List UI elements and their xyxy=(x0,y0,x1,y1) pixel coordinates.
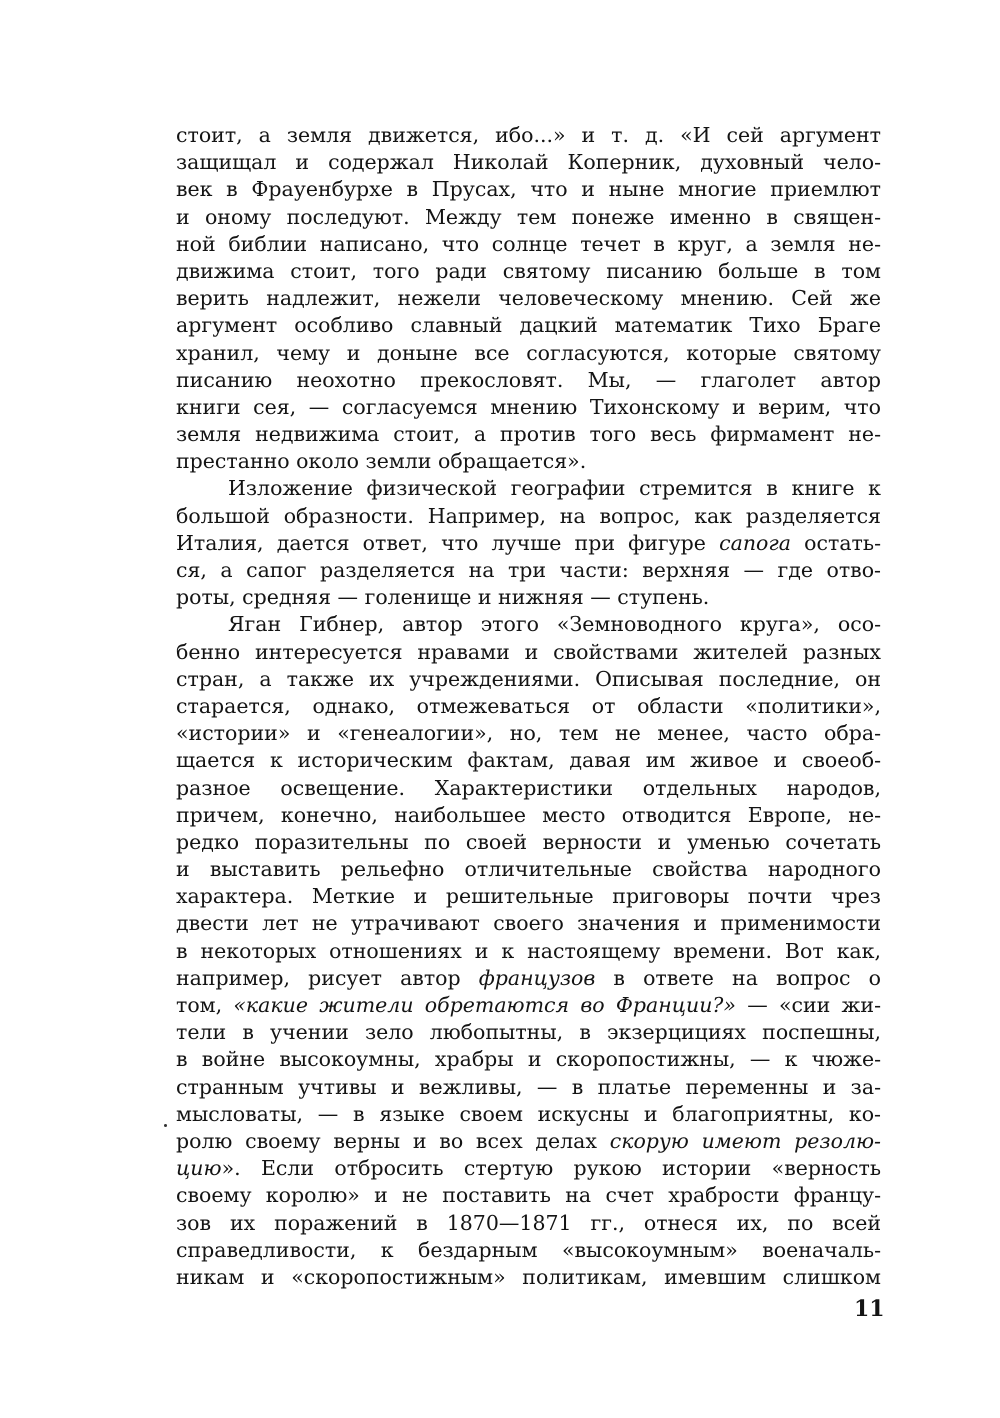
text-line: бенно интересуется нравами и свойствами жителей разных xyxy=(176,639,881,664)
text-line: верить надлежит, нежели человеческому мнению. Сей же xyxy=(176,286,881,311)
text-line: том, «какие жители обретаются во Франции?» — «сии жи- xyxy=(176,993,881,1017)
text-line: двести лет не утрачивают своего значения и применимости xyxy=(176,911,881,936)
text-line: в войне высокоумны, храбры и скоропостижны, — к чюже- xyxy=(176,1047,881,1072)
text-line: например, рисует автор французов в ответе на вопрос о xyxy=(176,965,881,990)
text-line: Изложение физической географии стремится в книге к xyxy=(228,476,881,501)
text-line: роты, средняя — голенище и нижняя — ступень. xyxy=(176,585,710,610)
text-line: ной библии написано, что солнце течет в круг, а земля не- xyxy=(176,231,881,256)
text-line: редко поразительны по своей верности и уменью сочетать xyxy=(176,829,881,854)
text-line: век в Фрауенбурхе в Прусах, что и ныне многие приемлют xyxy=(176,177,881,202)
text-line: никам и «скоропостижным» политикам, имевшим слишком xyxy=(176,1264,881,1289)
text-line: «истории» и «генеалогии», но, тем не менее, часто обра- xyxy=(176,721,881,746)
body-text xyxy=(176,122,881,1291)
text-line: Яган Гибнер, автор этого «Земноводного круга», осо- xyxy=(228,612,881,637)
text-line: большой образности. Например, на вопрос, как разделяется xyxy=(176,503,881,528)
text-line: странным учтивы и вежливы, — в платье переменны и за- xyxy=(176,1074,881,1099)
text-line: цию». Если отбросить стертую рукою истории «верность xyxy=(176,1156,881,1181)
text-line: тели в учении зело любопытны, в экзерцициях поспешны, xyxy=(176,1020,881,1045)
text-line: стоит, а земля движется, ибо...» и т. д. «И сей аргумент xyxy=(176,123,881,147)
text-line: земля недвижима стоит, а против того весь фирмамент не- xyxy=(176,422,881,447)
text-line: в некоторых отношениях и к настоящему времени. Вот как, xyxy=(176,938,881,963)
text-line: и оному последуют. Между тем понеже именно в священ- xyxy=(176,204,881,229)
text-line: разное освещение. Характеристики отдельных народов, xyxy=(176,775,881,800)
text-line: престанно около земли обращается». xyxy=(176,449,587,474)
text-line: щается к историческим фактам, давая им живое и своеоб- xyxy=(176,748,881,773)
text-line: ролю своему верны и во всех делах скорую имеют резолю- xyxy=(176,1128,881,1153)
text-line: своему королю» и не поставить на счет храбрости францу- xyxy=(176,1183,881,1208)
text-line: старается, однако, отмежеваться от области «политики», xyxy=(176,693,881,718)
text-line: мысловаты, — в языке своем искусны и благоприятны, ко- xyxy=(176,1101,881,1126)
text-line: движима стоит, того ради святому писанию больше в том xyxy=(176,258,881,283)
margin-dot xyxy=(164,1124,167,1127)
text-line: хранил, чему и доныне все согласуются, которые святому xyxy=(176,340,881,365)
text-line: стран, а также их учреждениями. Описывая последние, он xyxy=(176,666,881,691)
text-line: защищал и содержал Николай Коперник, духовный чело- xyxy=(176,150,881,175)
text-line: аргумент особливо славный дацкий математик Тихо Браге xyxy=(176,313,881,338)
text-line: книги сея, — согласуемся мнению Тихонскому и верим, что xyxy=(176,394,881,419)
text-line: характера. Меткие и решительные приговоры почти чрез xyxy=(176,884,881,909)
text-line: причем, конечно, наибольшее место отводится Европе, не- xyxy=(176,802,881,827)
text-line: писанию неохотно прекословят. Мы, — глаголет автор xyxy=(176,367,881,392)
text-line: и выставить рельефно отличительные свойства народного xyxy=(176,857,881,882)
text-line: Италия, дается ответ, что лучше при фигуре сапога остать- xyxy=(176,530,881,555)
page-number: 11 xyxy=(854,1296,885,1322)
text-line: справедливости, к бездарным «высокоумным» военачаль- xyxy=(176,1237,881,1262)
text-line: ся, а сапог разделяется на три части: верхняя — где отво- xyxy=(176,558,881,582)
text-line: зов их поражений в 1870—1871 гг., отнеся их, по всей xyxy=(176,1210,881,1235)
